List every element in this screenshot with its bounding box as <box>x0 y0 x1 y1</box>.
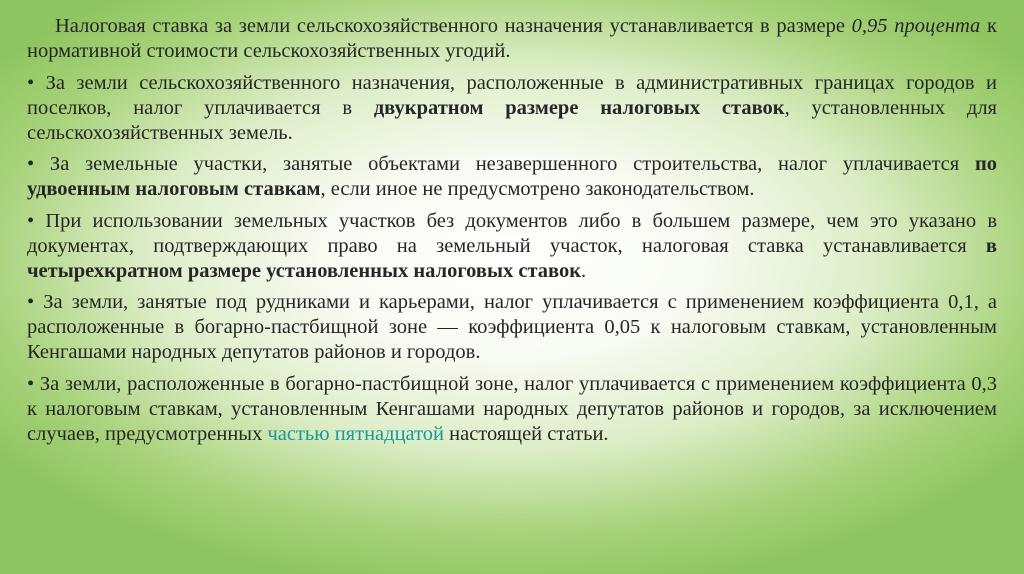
bullet-pasture-zone <box>27 372 997 447</box>
bold-emphasis: по удвоенным налоговым ставкам <box>27 153 997 200</box>
text-segment: настоящей статьи. <box>444 422 609 445</box>
bullet-unfinished-construction <box>27 152 997 202</box>
text-segment: • За земли сельскохозяйственного назначения, расположенные в административных границах городов и поселков, налог уплачивается в <box>27 71 997 119</box>
text-segment: • За земли, расположенные в богарно-пастбищной зоне, налог уплачивается с применением коэффициента 0,3 к налоговым ставкам, установленным Кенгашами народных депутатов районов и городов, за исключением случаев, предусмотренных <box>27 372 997 445</box>
bullet-without-documents <box>27 209 997 284</box>
text-segment: . <box>581 259 587 282</box>
text-segment: • За земельные участки, занятые объектами незавершенного строительства, налог уплачивается <box>27 153 975 175</box>
text-segment: , установленных для сельскохозяйственных земель. <box>27 96 997 144</box>
text-segment: • За земли, занятые под рудниками и карьерами, налог уплачивается с применением коэффициента 0,1, а расположенные в богарно-пастбищной зоне — коэффициента 0,05 к налоговым ставкам, установленным Кенгашами народных депутатов районов и городов. <box>27 291 997 363</box>
bullet-mines-quarries <box>27 290 997 365</box>
bold-emphasis: в четырехкратном размере установленных налоговых ставок <box>27 234 997 282</box>
paragraph-land-tax-rate <box>27 14 997 64</box>
text-segment: к нормативной стоимости сельскохозяйственных угодий. <box>27 15 997 62</box>
article-part-link[interactable]: частью пятнадцатой <box>267 422 445 445</box>
text-segment: Налоговая ставка за земли сельскохозяйственного назначения устанавливается в размере <box>55 15 852 37</box>
italic-rate: 0,95 процента <box>851 15 981 37</box>
text-segment: • При использовании земельных участков без документов либо в большем размере, чем это указано в документах, подтверждающих право на земельный участок, налоговая ставка устанавливается <box>27 209 997 257</box>
bold-emphasis: двукратном размере налоговых ставок <box>373 96 785 119</box>
bullet-city-boundaries <box>27 71 997 146</box>
text-segment: , если иное не предусмотрено законодательством. <box>320 178 755 200</box>
